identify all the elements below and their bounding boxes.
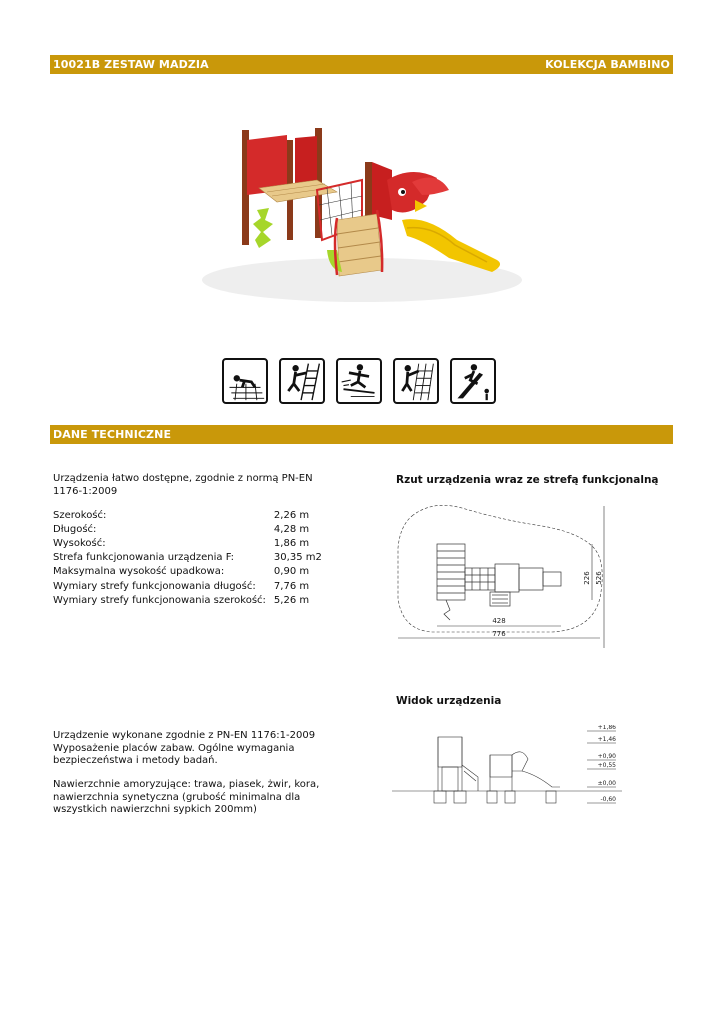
- level-label: +0,90: [597, 753, 616, 760]
- level-label: +0,55: [597, 762, 616, 769]
- spec-value: 1,86 m: [273, 537, 310, 549]
- spec-value: 7,76 m: [273, 580, 310, 592]
- spec-value: 5,26 m: [273, 594, 310, 606]
- spec-label: Maksymalna wysokość upadkowa:: [53, 566, 225, 578]
- header-bar: [50, 55, 673, 74]
- balance-beam-icon: [336, 358, 382, 404]
- level-label: +1,86: [597, 725, 616, 731]
- norms-note: [53, 730, 343, 768]
- spec-value: 4,28 m: [273, 523, 310, 535]
- elevation-drawing: [392, 725, 622, 817]
- plan-dim-zone-length: 776: [492, 630, 506, 638]
- activity-icons: [222, 358, 496, 404]
- plan-dim-length: 428: [492, 617, 506, 625]
- slide-icon: [450, 358, 496, 404]
- surfaces-note: Nawierzchnie amoryzujące: trawa, piasek, żwir, kora, nawierzchnia synetyczna (grubość minimalna dla wszystkich nawierzchni sypkich 200mm): [53, 779, 320, 815]
- product-illustration: [187, 100, 527, 330]
- spec-row: [51, 565, 324, 579]
- product-title: 10021B ZESTAW MADZIA: [53, 58, 209, 71]
- spec-label: Długość:: [53, 523, 97, 535]
- spec-label: Strefa funkcjonowania urządzenia F:: [53, 552, 235, 564]
- spec-label: Wymiary strefy funkcjonowania szerokość:: [53, 594, 266, 606]
- spec-row: [51, 522, 324, 536]
- plan-title: Rzut urządzenia wraz ze strefą funkcjonalną: [396, 474, 659, 486]
- level-label: ±0,00: [597, 780, 616, 787]
- spec-label: Wymiary strefy funkcjonowania długość:: [53, 580, 256, 592]
- spec-value: 0,90 m: [273, 566, 310, 578]
- tech-section-title: DANE TECHNICZNE: [53, 428, 172, 441]
- spec-row: [51, 536, 324, 550]
- view-title: Widok urządzenia: [396, 695, 502, 707]
- climbing-ladder-icon: [279, 358, 325, 404]
- spec-row: [51, 551, 324, 565]
- tech-section-bar: [50, 425, 673, 444]
- spec-table: [51, 508, 324, 607]
- norms-line-2: Wyposażenie placów zabaw. Ogólne wymagania bezpieczeństwa i metody badań.: [53, 742, 295, 766]
- collection-name: KOLEKCJA BAMBINO: [545, 58, 670, 71]
- plan-dim-zone-width: 526: [595, 571, 603, 585]
- spec-label: Szerokość:: [53, 509, 107, 521]
- accessibility-note: Urządzenia łatwo dostępne, zgodnie z normą PN-EN 1176-1:2009: [53, 473, 313, 497]
- climbing-net-icon: [393, 358, 439, 404]
- spec-row: [51, 579, 324, 593]
- spec-label: Wysokość:: [53, 537, 106, 549]
- spec-row: [51, 508, 324, 522]
- plan-dim-width: 226: [583, 571, 591, 585]
- plan-drawing: [392, 498, 618, 656]
- spec-value: 2,26 m: [273, 509, 310, 521]
- norms-line-1: Urządzenie wykonane zgodnie z PN-EN 1176:1-2009: [53, 730, 316, 741]
- spec-row: [51, 593, 324, 607]
- level-label: +1,46: [597, 736, 616, 743]
- spec-value: 30,35 m2: [273, 552, 322, 564]
- crawling-child-icon: [222, 358, 268, 404]
- level-label: -0,60: [600, 796, 616, 803]
